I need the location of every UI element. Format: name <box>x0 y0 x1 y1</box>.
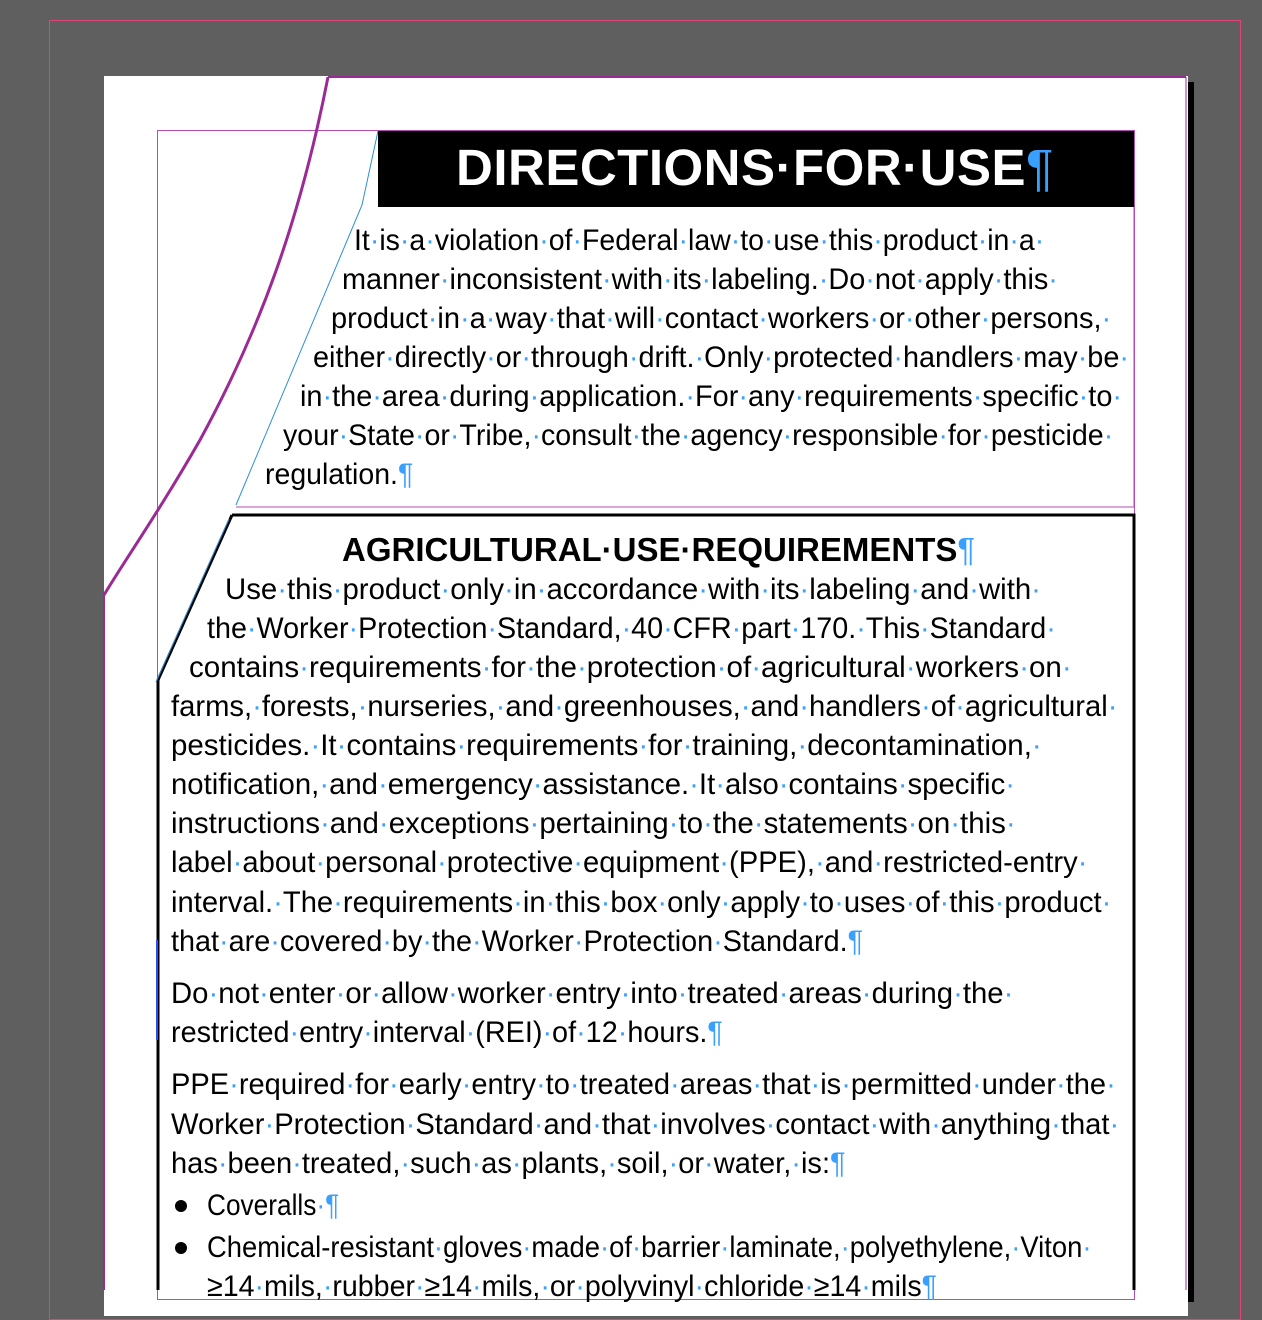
agricultural-heading[interactable] <box>342 530 975 570</box>
pilcrow-mark: ¶ <box>957 531 976 568</box>
clip-curve-path[interactable] <box>104 77 328 595</box>
text-line: instructions·and·exceptions·pertaining·to·the·statements·on·this· <box>171 807 1016 840</box>
text-line: manner·inconsistent·with·its·labeling.·Do·not·apply·this· <box>342 263 1058 296</box>
text-line: farms,·forests,·nurseries,·and·greenhouses,·and·handlers·of·agricultural· <box>171 690 1118 723</box>
text-line: interval.·The·requirements·in·this·box·only·apply·to·uses·of·this·product· <box>171 886 1112 919</box>
text-line: label·about·personal·protective·equipment·(PPE),·and·restricted-entry· <box>171 846 1088 879</box>
text-line: in·the·area·during·application.·For·any·requirements·specific·to· <box>300 380 1123 413</box>
bullet-coveralls <box>175 1200 187 1212</box>
pilcrow-mark: ¶ <box>1026 139 1054 196</box>
text-line: either·directly·or·through·drift.·Only·protected·handlers·may·be· <box>313 341 1129 374</box>
text-line: Use·this·product·only·in·accordance·with·its·labeling·and·with· <box>225 573 1041 606</box>
text-line: product·in·a·way·that·will·contact·workers·or·other·persons,· <box>331 302 1112 335</box>
agricultural-heading-text: AGRICULTURAL·USE·REQUIREMENTS <box>342 531 958 568</box>
text-line: that·are·covered·by·the·Worker·Protection·Standard.¶ <box>171 925 864 958</box>
text-line: PPE·required·for·early·entry·to·treated·areas·that·is·permitted·under·the· <box>171 1068 1116 1101</box>
directions-title-text: DIRECTIONS·FOR·USE <box>456 139 1026 196</box>
text-line: restricted·entry·interval·(REI)·of·12·hours.¶ <box>171 1016 723 1049</box>
text-line: contains·requirements·for·the·protection·of·agricultural·workers·on· <box>189 651 1072 684</box>
text-line: your·State·or·Tribe,·consult·the·agency·responsible·for·pesticide· <box>283 419 1114 452</box>
text-line: Chemical-resistant·gloves·made·of·barrier·laminate,·polyethylene,·Viton· <box>207 1231 1092 1264</box>
bullet-gloves <box>175 1242 187 1254</box>
text-line: Coveralls·¶ <box>207 1189 340 1222</box>
text-line: ≥14·mils,·rubber·≥14·mils,·or·polyvinyl·chloride·≥14·mils¶ <box>207 1270 937 1303</box>
text-line: Do·not·enter·or·allow·worker·entry·into·treated·areas·during·the· <box>171 977 1014 1010</box>
text-line: Worker·Protection·Standard·and·that·involves·contact·with·anything·that· <box>171 1108 1120 1141</box>
text-line: regulation.¶ <box>265 458 414 491</box>
text-line: has·been·treated,·such·as·plants,·soil,·or·water,·is:¶ <box>171 1147 846 1180</box>
text-line: It·is·a·violation·of·Federal·law·to·use·this·product·in·a· <box>354 224 1045 257</box>
text-line: the·Worker·Protection·Standard,·40·CFR·part·170.·This·Standard· <box>207 612 1056 645</box>
text-line: pesticides.·It·contains·requirements·for·training,·decontamination,· <box>171 729 1042 762</box>
text-line: notification,·and·emergency·assistance.·It·also·contains·specific· <box>171 768 1015 801</box>
directions-title[interactable] <box>456 138 1096 198</box>
